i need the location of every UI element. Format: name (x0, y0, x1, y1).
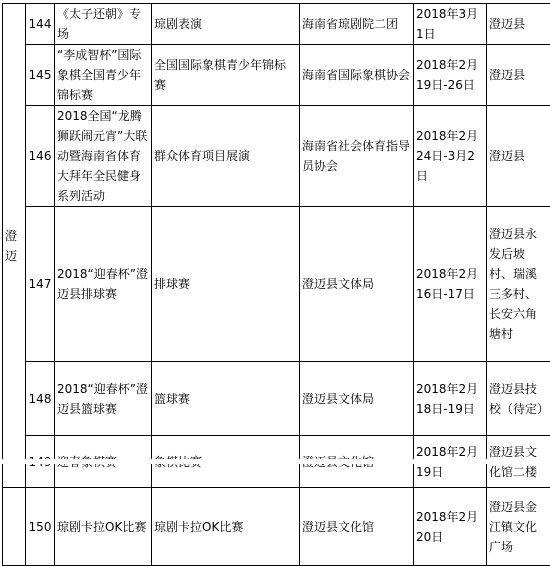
activity-name: “李成智杯”国际象棋全国青少年锦标赛 (55, 45, 152, 106)
activity-type: 琼剧卡拉OK比赛 (152, 488, 300, 566)
county-cell-empty (3, 488, 26, 566)
table-row (3, 106, 550, 207)
activity-date: 2018年3月1日 (414, 4, 487, 45)
activity-date: 2018年2月16日-17日 (414, 207, 487, 362)
table-row (3, 207, 550, 362)
row-number: 150 (26, 488, 55, 566)
row-number: 145 (26, 45, 55, 106)
activity-location: 澄迈县永发后坡村、瑞溪三多村、长安六角塘村 (487, 207, 550, 362)
table-row (3, 4, 550, 45)
activity-date: 2018年2月18日-19日 (414, 362, 487, 436)
activity-table (2, 3, 550, 566)
row-number: 148 (26, 362, 55, 436)
activity-date: 2018年2月19日-26日 (414, 45, 487, 106)
row-number: 147 (26, 207, 55, 362)
organizer: 澄迈县文化馆 (300, 488, 414, 566)
organizer: 海南省琼剧院二团 (300, 4, 414, 45)
activity-location: 澄迈县 (487, 106, 550, 207)
activity-name: 2018“迎春杯”澄迈县排球赛 (55, 207, 152, 362)
organizer: 海南省国际象棋协会 (300, 45, 414, 106)
activity-date: 2018年2月20日 (414, 488, 487, 566)
activity-location: 澄迈县 (487, 45, 550, 106)
activity-name: 琼剧卡拉OK比赛 (55, 488, 152, 566)
activity-type: 琼剧表演 (152, 4, 300, 45)
organizer: 澄迈县文体局 (300, 207, 414, 362)
activity-name: 《太子还朝》专场 (55, 4, 152, 45)
table-row (3, 362, 550, 436)
table-row (3, 45, 550, 106)
activity-location: 澄迈县 (487, 4, 550, 45)
activity-location: 澄迈县文化馆二楼 (487, 436, 550, 488)
table-row (3, 488, 550, 566)
row-number: 146 (26, 106, 55, 207)
activity-name: 2018“迎春杯”澄迈县篮球赛 (55, 362, 152, 436)
county-cell: 澄迈 (3, 4, 26, 488)
activity-date: 2018年2月24日-3月2日 (414, 106, 487, 207)
page-break-gap (0, 459, 550, 464)
activity-type: 篮球赛 (152, 362, 300, 436)
activity-date: 2018年2月19日 (414, 436, 487, 488)
organizer: 海南省社会体育指导员协会 (300, 106, 414, 207)
activity-type: 全国国际象棋青少年锦标赛 (152, 45, 300, 106)
activity-location: 澄迈县技校（待定） (487, 362, 550, 436)
row-number: 144 (26, 4, 55, 45)
activity-type: 排球赛 (152, 207, 300, 362)
organizer: 澄迈县文体局 (300, 362, 414, 436)
activity-type: 群众体育项目展演 (152, 106, 300, 207)
activity-location: 澄迈县金江镇文化广场 (487, 488, 550, 566)
activity-name: 2018全国“龙腾狮跃闹元宵”大联动暨海南省体育大拜年全民健身系列活动 (55, 106, 152, 207)
